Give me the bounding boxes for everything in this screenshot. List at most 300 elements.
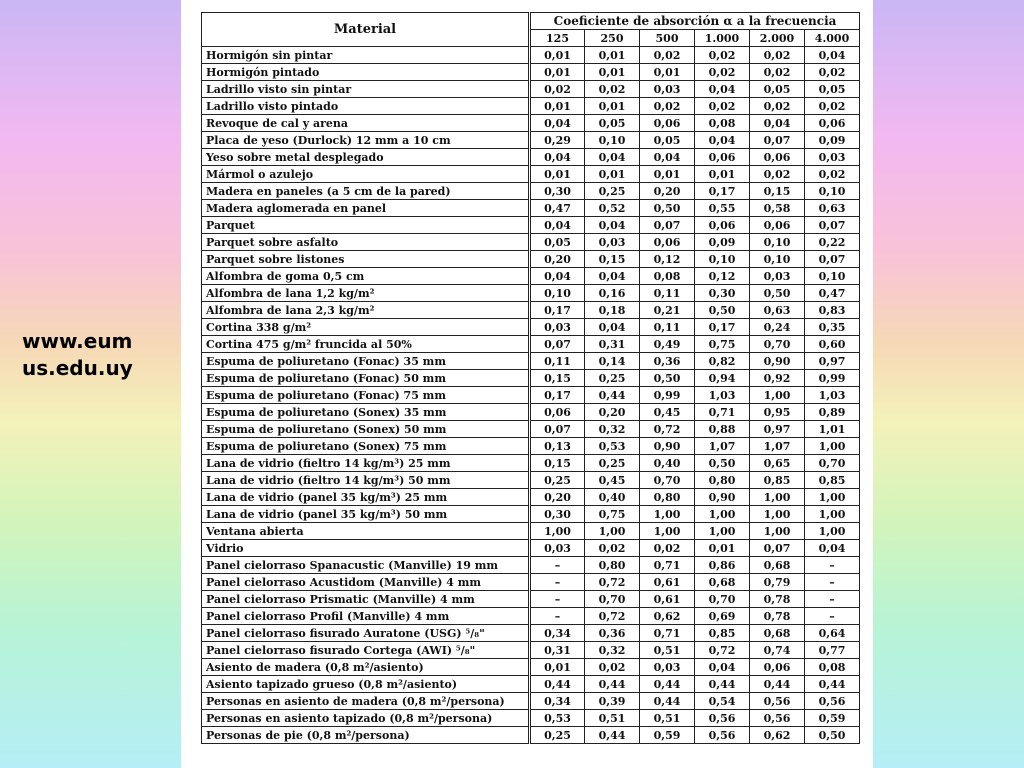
coefficient-value-cell: 0,04	[530, 268, 585, 285]
coefficient-value-cell: 0,58	[750, 200, 805, 217]
coefficient-value-cell: 0,22	[805, 234, 860, 251]
coefficient-value-cell: 0,24	[750, 319, 805, 336]
coefficient-value-cell: 0,17	[530, 302, 585, 319]
coefficient-value-cell: 0,04	[530, 217, 585, 234]
coefficient-value-cell: 0,70	[805, 455, 860, 472]
frequency-header-cell: 250	[585, 30, 640, 47]
coefficient-value-cell: 1,00	[695, 523, 750, 540]
material-name-cell: Asiento tapizado grueso (0,8 m²/asiento)	[202, 676, 530, 693]
table-row	[202, 302, 860, 319]
coefficient-value-cell: 0,10	[805, 268, 860, 285]
coefficient-value-cell: 0,08	[695, 115, 750, 132]
coefficient-value-cell: 0,02	[585, 540, 640, 557]
table-row	[202, 319, 860, 336]
table-row	[202, 149, 860, 166]
coefficient-value-cell: 0,02	[695, 47, 750, 64]
coefficient-value-cell: 0,05	[805, 81, 860, 98]
website-label	[22, 328, 162, 382]
material-name-cell: Revoque de cal y arena	[202, 115, 530, 132]
coefficient-value-cell: 0,89	[805, 404, 860, 421]
coefficient-value-cell: 0,32	[585, 421, 640, 438]
coefficient-value-cell: 0,05	[530, 234, 585, 251]
coefficient-value-cell: 0,06	[640, 115, 695, 132]
coefficient-value-cell: 0,55	[695, 200, 750, 217]
material-name-cell: Madera en paneles (a 5 cm de la pared)	[202, 183, 530, 200]
coefficient-value-cell: 0,17	[695, 319, 750, 336]
material-column-header: Material	[202, 13, 530, 47]
coefficient-value-cell: 0,85	[695, 625, 750, 642]
coefficient-value-cell: 0,50	[750, 285, 805, 302]
coefficient-value-cell: 0,25	[585, 183, 640, 200]
coefficient-value-cell: 0,10	[750, 234, 805, 251]
coefficient-value-cell: 0,07	[530, 421, 585, 438]
coefficient-value-cell: 0,02	[585, 81, 640, 98]
coefficient-value-cell: 0,72	[585, 574, 640, 591]
material-name-cell: Lana de vidrio (panel 35 kg/m³) 50 mm	[202, 506, 530, 523]
coefficient-value-cell: 1,00	[695, 506, 750, 523]
coefficient-value-cell: 1,00	[750, 489, 805, 506]
coefficient-value-cell: 0,01	[585, 64, 640, 81]
material-name-cell: Mármol o azulejo	[202, 166, 530, 183]
material-name-cell: Personas en asiento tapizado (0,8 m²/persona)	[202, 710, 530, 727]
coefficient-value-cell: 0,05	[585, 115, 640, 132]
frequency-header-cell: 1.000	[695, 30, 750, 47]
coefficient-value-cell: 0,01	[640, 166, 695, 183]
table-row	[202, 642, 860, 659]
table-row	[202, 693, 860, 710]
coefficient-value-cell: 0,01	[530, 98, 585, 115]
coefficient-value-cell: 0,95	[750, 404, 805, 421]
coefficient-value-cell: 0,01	[585, 98, 640, 115]
coefficient-value-cell: 0,99	[805, 370, 860, 387]
coefficient-value-cell: 0,04	[530, 115, 585, 132]
coefficient-value-cell: 0,09	[805, 132, 860, 149]
material-name-cell: Panel cielorraso fisurado Cortega (AWI) ⁵/₈"	[202, 642, 530, 659]
coefficient-value-cell: 0,02	[585, 659, 640, 676]
table-row	[202, 268, 860, 285]
table-row	[202, 506, 860, 523]
coefficient-value-cell: 0,05	[750, 81, 805, 98]
coefficient-value-cell: 0,49	[640, 336, 695, 353]
table-row	[202, 166, 860, 183]
coefficient-value-cell: 0,01	[530, 47, 585, 64]
table-row	[202, 710, 860, 727]
coefficient-value-cell: 1,00	[640, 506, 695, 523]
material-name-cell: Panel cielorraso Prismatic (Manville) 4 mm	[202, 591, 530, 608]
table-row	[202, 132, 860, 149]
coefficient-value-cell: 0,85	[750, 472, 805, 489]
material-name-cell: Panel cielorraso Profil (Manville) 4 mm	[202, 608, 530, 625]
coefficient-value-cell: 1,00	[750, 387, 805, 404]
coefficient-value-cell: 0,01	[530, 166, 585, 183]
coefficient-value-cell: 1,01	[805, 421, 860, 438]
coefficient-value-cell: 0,25	[585, 370, 640, 387]
coefficient-value-cell: 0,34	[530, 625, 585, 642]
coefficient-value-cell: 0,68	[695, 574, 750, 591]
coefficient-value-cell: 0,75	[695, 336, 750, 353]
coefficient-value-cell: 0,04	[750, 115, 805, 132]
coefficient-value-cell: 1,07	[750, 438, 805, 455]
coefficient-value-cell: 0,50	[695, 302, 750, 319]
material-name-cell: Hormigón sin pintar	[202, 47, 530, 64]
material-name-cell: Placa de yeso (Durlock) 12 mm a 10 cm	[202, 132, 530, 149]
coefficient-value-cell: 0,72	[585, 608, 640, 625]
table-row	[202, 540, 860, 557]
coefficient-header: Coeficiente de absorción α a la frecuencia	[530, 13, 860, 30]
material-name-cell: Espuma de poliuretano (Sonex) 35 mm	[202, 404, 530, 421]
coefficient-value-cell: 0,36	[585, 625, 640, 642]
coefficient-value-cell: 0,44	[530, 676, 585, 693]
table-row	[202, 421, 860, 438]
coefficient-value-cell: 0,44	[640, 676, 695, 693]
coefficient-value-cell: 0,02	[750, 98, 805, 115]
coefficient-value-cell: 0,47	[805, 285, 860, 302]
coefficient-value-cell: 0,90	[750, 353, 805, 370]
coefficient-value-cell: 0,78	[750, 608, 805, 625]
table-row	[202, 115, 860, 132]
coefficient-value-cell: 0,90	[695, 489, 750, 506]
table-row	[202, 336, 860, 353]
coefficient-value-cell: 0,04	[640, 149, 695, 166]
coefficient-value-cell: 1,00	[805, 489, 860, 506]
coefficient-value-cell: 0,56	[695, 727, 750, 744]
coefficient-value-cell: 0,35	[805, 319, 860, 336]
coefficient-value-cell: 0,03	[530, 540, 585, 557]
coefficient-value-cell: 1,03	[695, 387, 750, 404]
material-name-cell: Alfombra de lana 2,3 kg/m²	[202, 302, 530, 319]
coefficient-value-cell: 0,16	[585, 285, 640, 302]
coefficient-value-cell: 0,03	[585, 234, 640, 251]
coefficient-value-cell: 0,02	[805, 98, 860, 115]
coefficient-value-cell: 0,70	[695, 591, 750, 608]
coefficient-value-cell: 0,63	[805, 200, 860, 217]
coefficient-value-cell: 1,00	[805, 438, 860, 455]
table-row	[202, 574, 860, 591]
coefficient-value-cell: 0,04	[585, 319, 640, 336]
coefficient-value-cell: 0,61	[640, 591, 695, 608]
material-name-cell: Cortina 338 g/m²	[202, 319, 530, 336]
coefficient-value-cell: 0,69	[695, 608, 750, 625]
table-row	[202, 489, 860, 506]
material-name-cell: Panel cielorraso Acustidom (Manville) 4 mm	[202, 574, 530, 591]
coefficient-value-cell: 0,01	[695, 540, 750, 557]
table-body	[202, 47, 860, 744]
material-name-cell: Espuma de poliuretano (Fonac) 50 mm	[202, 370, 530, 387]
coefficient-value-cell: 1,07	[695, 438, 750, 455]
coefficient-value-cell: 0,20	[530, 489, 585, 506]
coefficient-value-cell: 0,44	[585, 387, 640, 404]
coefficient-value-cell: 1,00	[805, 523, 860, 540]
table-row	[202, 387, 860, 404]
coefficient-value-cell: 0,97	[805, 353, 860, 370]
material-name-cell: Cortina 475 g/m² fruncida al 50%	[202, 336, 530, 353]
coefficient-value-cell: 0,32	[585, 642, 640, 659]
coefficient-value-cell: 0,50	[805, 727, 860, 744]
material-name-cell: Panel cielorraso Spanacustic (Manville) 19 mm	[202, 557, 530, 574]
material-name-cell: Ladrillo visto sin pintar	[202, 81, 530, 98]
coefficient-value-cell: 0,06	[750, 149, 805, 166]
coefficient-value-cell: 0,06	[805, 115, 860, 132]
coefficient-value-cell: 0,94	[695, 370, 750, 387]
coefficient-value-cell: 0,44	[585, 676, 640, 693]
coefficient-value-cell: 0,72	[640, 421, 695, 438]
material-name-cell: Alfombra de goma 0,5 cm	[202, 268, 530, 285]
coefficient-value-cell: 0,03	[750, 268, 805, 285]
coefficient-value-cell: 0,20	[640, 183, 695, 200]
coefficient-value-cell: 0,15	[750, 183, 805, 200]
coefficient-value-cell: 0,74	[750, 642, 805, 659]
coefficient-value-cell: 0,51	[640, 710, 695, 727]
document-sheet	[181, 0, 873, 768]
coefficient-value-cell: 0,30	[530, 506, 585, 523]
coefficient-value-cell: 0,80	[585, 557, 640, 574]
coefficient-value-cell: 0,59	[640, 727, 695, 744]
coefficient-value-cell: 0,10	[530, 285, 585, 302]
coefficient-value-cell: 0,06	[750, 217, 805, 234]
coefficient-value-cell: 1,00	[805, 506, 860, 523]
coefficient-value-cell: 0,25	[530, 727, 585, 744]
coefficient-value-cell: 0,45	[640, 404, 695, 421]
coefficient-value-cell: –	[805, 608, 860, 625]
material-name-cell: Asiento de madera (0,8 m²/asiento)	[202, 659, 530, 676]
coefficient-value-cell: 0,15	[530, 370, 585, 387]
coefficient-value-cell: 0,06	[530, 404, 585, 421]
coefficient-value-cell: 0,04	[805, 540, 860, 557]
frequency-header-cell: 4.000	[805, 30, 860, 47]
header-row	[202, 13, 860, 30]
coefficient-value-cell: 0,39	[585, 693, 640, 710]
table-row	[202, 251, 860, 268]
coefficient-value-cell: 0,70	[585, 591, 640, 608]
material-name-cell: Vidrio	[202, 540, 530, 557]
table-row	[202, 47, 860, 64]
coefficient-value-cell: 0,50	[640, 370, 695, 387]
coefficient-value-cell: 0,36	[640, 353, 695, 370]
material-name-cell: Parquet sobre asfalto	[202, 234, 530, 251]
material-name-cell: Parquet	[202, 217, 530, 234]
coefficient-value-cell: 0,02	[640, 98, 695, 115]
coefficient-value-cell: 0,02	[750, 166, 805, 183]
coefficient-value-cell: –	[530, 591, 585, 608]
material-name-cell: Panel cielorraso fisurado Auratone (USG) ⁵/₈"	[202, 625, 530, 642]
coefficient-value-cell: 0,52	[585, 200, 640, 217]
coefficient-value-cell: 0,56	[750, 693, 805, 710]
table-row	[202, 591, 860, 608]
coefficient-value-cell: –	[805, 574, 860, 591]
coefficient-value-cell: 0,01	[530, 659, 585, 676]
coefficient-value-cell: 0,70	[750, 336, 805, 353]
coefficient-value-cell: 0,62	[750, 727, 805, 744]
table-row	[202, 98, 860, 115]
coefficient-value-cell: 0,02	[750, 64, 805, 81]
material-name-cell: Ladrillo visto pintado	[202, 98, 530, 115]
coefficient-value-cell: 0,15	[585, 251, 640, 268]
coefficient-value-cell: 0,07	[530, 336, 585, 353]
coefficient-value-cell: 0,01	[695, 166, 750, 183]
material-name-cell: Espuma de poliuretano (Fonac) 35 mm	[202, 353, 530, 370]
coefficient-value-cell: –	[530, 557, 585, 574]
coefficient-value-cell: 0,80	[640, 489, 695, 506]
coefficient-value-cell: 0,04	[695, 81, 750, 98]
coefficient-value-cell: 0,99	[640, 387, 695, 404]
coefficient-value-cell: 0,31	[530, 642, 585, 659]
coefficient-value-cell: 0,71	[640, 557, 695, 574]
coefficient-value-cell: 0,06	[750, 659, 805, 676]
coefficient-value-cell: 0,03	[640, 659, 695, 676]
table-row	[202, 200, 860, 217]
coefficient-value-cell: 0,18	[585, 302, 640, 319]
coefficient-value-cell: 0,01	[585, 47, 640, 64]
coefficient-value-cell: 0,44	[640, 693, 695, 710]
coefficient-value-cell: 0,85	[805, 472, 860, 489]
frequency-header-cell: 125	[530, 30, 585, 47]
coefficient-value-cell: 0,59	[805, 710, 860, 727]
frequency-header-cell: 500	[640, 30, 695, 47]
coefficient-value-cell: 0,71	[640, 625, 695, 642]
coefficient-value-cell: 0,56	[750, 710, 805, 727]
table-row	[202, 183, 860, 200]
coefficient-value-cell: 0,03	[530, 319, 585, 336]
coefficient-value-cell: 0,06	[695, 217, 750, 234]
coefficient-value-cell: 0,54	[695, 693, 750, 710]
coefficient-value-cell: 0,02	[750, 47, 805, 64]
coefficient-value-cell: 0,20	[530, 251, 585, 268]
material-name-cell: Espuma de poliuretano (Sonex) 50 mm	[202, 421, 530, 438]
coefficient-value-cell: 0,92	[750, 370, 805, 387]
coefficient-value-cell: 0,17	[530, 387, 585, 404]
coefficient-value-cell: 0,14	[585, 353, 640, 370]
material-name-cell: Yeso sobre metal desplegado	[202, 149, 530, 166]
coefficient-value-cell: 0,53	[530, 710, 585, 727]
coefficient-value-cell: 0,03	[640, 81, 695, 98]
coefficient-value-cell: 0,10	[805, 183, 860, 200]
material-name-cell: Lana de vidrio (panel 35 kg/m³) 25 mm	[202, 489, 530, 506]
coefficient-value-cell: 0,80	[695, 472, 750, 489]
table-row	[202, 727, 860, 744]
coefficient-value-cell: 0,50	[640, 200, 695, 217]
material-name-cell: Madera aglomerada en panel	[202, 200, 530, 217]
table-row	[202, 608, 860, 625]
coefficient-value-cell: 0,01	[530, 64, 585, 81]
table-row	[202, 438, 860, 455]
coefficient-value-cell: 0,21	[640, 302, 695, 319]
table-row	[202, 234, 860, 251]
coefficient-value-cell: 1,00	[530, 523, 585, 540]
coefficient-value-cell: 0,56	[805, 693, 860, 710]
coefficient-value-cell: 0,02	[805, 166, 860, 183]
coefficient-value-cell: 0,04	[530, 149, 585, 166]
coefficient-value-cell: 0,25	[585, 455, 640, 472]
material-name-cell: Ventana abierta	[202, 523, 530, 540]
coefficient-value-cell: 0,04	[585, 217, 640, 234]
table-row	[202, 659, 860, 676]
coefficient-value-cell: 0,79	[750, 574, 805, 591]
coefficient-value-cell: –	[805, 557, 860, 574]
coefficient-value-cell: 0,60	[805, 336, 860, 353]
coefficient-value-cell: 0,11	[640, 285, 695, 302]
coefficient-value-cell: 0,08	[640, 268, 695, 285]
coefficient-value-cell: 1,03	[805, 387, 860, 404]
coefficient-value-cell: 0,71	[695, 404, 750, 421]
table-row	[202, 676, 860, 693]
material-name-cell: Hormigón pintado	[202, 64, 530, 81]
coefficient-value-cell: 1,00	[640, 523, 695, 540]
coefficient-value-cell: 0,40	[585, 489, 640, 506]
coefficient-value-cell: 0,04	[585, 268, 640, 285]
frequency-header-cell: 2.000	[750, 30, 805, 47]
coefficient-value-cell: 0,17	[695, 183, 750, 200]
coefficient-value-cell: 0,04	[585, 149, 640, 166]
website-label-line2: us.edu.uy	[22, 356, 133, 380]
coefficient-value-cell: 1,00	[750, 506, 805, 523]
coefficient-value-cell: 0,65	[750, 455, 805, 472]
coefficient-value-cell: 0,03	[805, 149, 860, 166]
coefficient-value-cell: 0,64	[805, 625, 860, 642]
table-row	[202, 404, 860, 421]
coefficient-value-cell: –	[530, 608, 585, 625]
coefficient-value-cell: 1,00	[585, 523, 640, 540]
table-row	[202, 64, 860, 81]
absorption-coefficient-table	[201, 12, 860, 744]
coefficient-value-cell: 0,78	[750, 591, 805, 608]
coefficient-value-cell: 0,51	[640, 642, 695, 659]
table-row	[202, 285, 860, 302]
coefficient-value-cell: 0,68	[750, 625, 805, 642]
coefficient-value-cell: 0,02	[805, 64, 860, 81]
table-row	[202, 370, 860, 387]
material-name-cell: Personas en asiento de madera (0,8 m²/persona)	[202, 693, 530, 710]
coefficient-value-cell: –	[530, 574, 585, 591]
coefficient-value-cell: 0,04	[695, 132, 750, 149]
coefficient-value-cell: 0,47	[530, 200, 585, 217]
table-row	[202, 81, 860, 98]
coefficient-value-cell: 0,72	[695, 642, 750, 659]
coefficient-value-cell: 0,29	[530, 132, 585, 149]
table-row	[202, 557, 860, 574]
table-row	[202, 523, 860, 540]
coefficient-value-cell: 0,44	[750, 676, 805, 693]
coefficient-value-cell: 1,00	[750, 523, 805, 540]
coefficient-value-cell: 0,07	[750, 540, 805, 557]
coefficient-value-cell: 0,15	[530, 455, 585, 472]
coefficient-value-cell: 0,70	[640, 472, 695, 489]
coefficient-value-cell: 0,50	[695, 455, 750, 472]
coefficient-value-cell: 0,02	[530, 81, 585, 98]
table-row	[202, 217, 860, 234]
coefficient-value-cell: 0,06	[640, 234, 695, 251]
coefficient-value-cell: 0,44	[695, 676, 750, 693]
coefficient-value-cell: 0,04	[695, 659, 750, 676]
coefficient-value-cell: 0,68	[750, 557, 805, 574]
coefficient-value-cell: 0,90	[640, 438, 695, 455]
coefficient-value-cell: 0,51	[585, 710, 640, 727]
coefficient-value-cell: 0,10	[695, 251, 750, 268]
material-name-cell: Lana de vidrio (fieltro 14 kg/m³) 50 mm	[202, 472, 530, 489]
coefficient-value-cell: 0,31	[585, 336, 640, 353]
coefficient-value-cell: 0,07	[805, 217, 860, 234]
coefficient-value-cell: 0,30	[530, 183, 585, 200]
coefficient-value-cell: 0,13	[530, 438, 585, 455]
coefficient-value-cell: 0,45	[585, 472, 640, 489]
table-row	[202, 353, 860, 370]
table-row	[202, 625, 860, 642]
coefficient-value-cell: 0,77	[805, 642, 860, 659]
coefficient-value-cell: 0,04	[805, 47, 860, 64]
coefficient-value-cell: 0,40	[640, 455, 695, 472]
coefficient-value-cell: 0,61	[640, 574, 695, 591]
coefficient-value-cell: 0,12	[695, 268, 750, 285]
coefficient-value-cell: 0,07	[805, 251, 860, 268]
